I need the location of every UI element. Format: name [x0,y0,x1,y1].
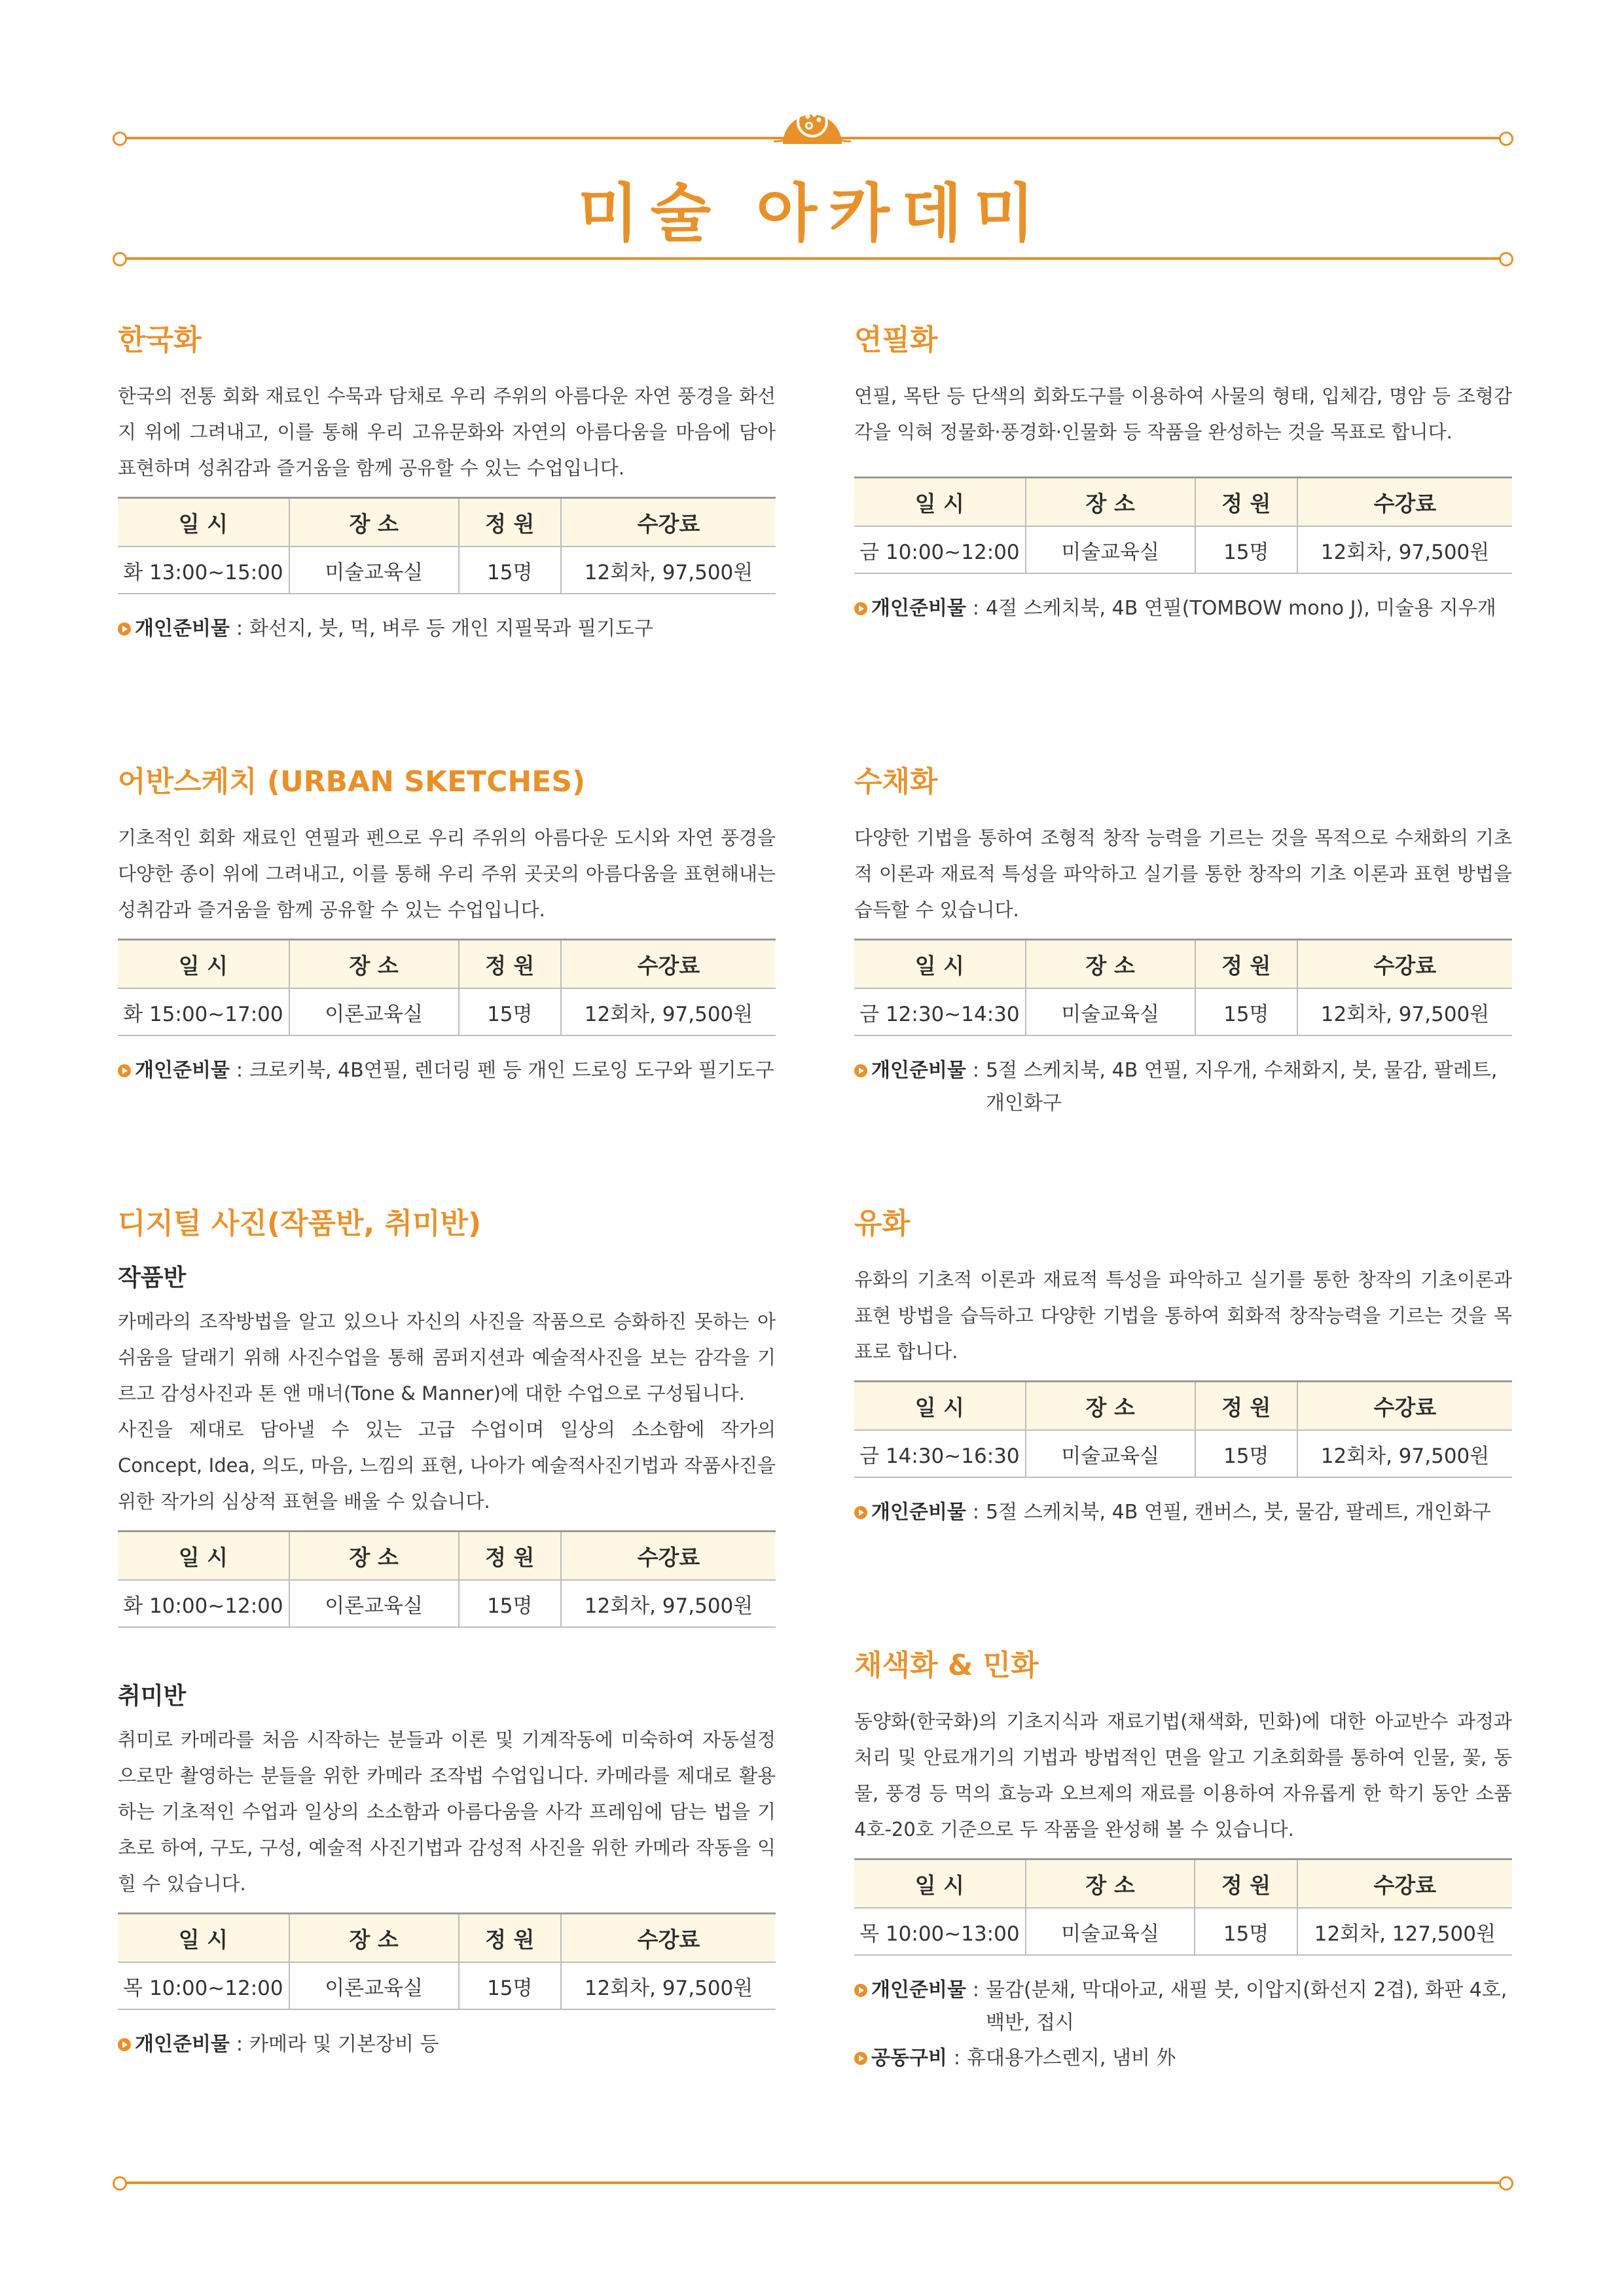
header-place: 장 소 [1026,478,1195,527]
header-place: 장 소 [289,940,459,989]
header-time: 일 시 [854,478,1026,527]
cell-place: 미술교육실 [289,547,459,594]
table-header-row [118,940,776,989]
shared-equipment-label: 공동구비 [871,2047,947,2070]
cell-place: 이론교육실 [289,988,459,1035]
header-fee: 수강료 [561,940,776,989]
supplies-value: 5절 스케치북, 4B 연필, 캔버스, 붓, 물감, 팔레트, 개인화구 [986,1501,1491,1524]
table-header-row [118,1914,776,1963]
cell-fee: 12회차, 97,500원 [1297,1430,1512,1477]
header-capacity: 정 원 [459,1532,561,1581]
cell-fee: 12회차, 97,500원 [561,547,776,594]
course-description: 동양화(한국화)의 기초지식과 재료기법(채색화, 민화)에 대한 아교반수 과정과 처리 및 안료개기의 기법과 방법적인 면을 알고 기초회화를 통하여 인물, 꽃, 동물, 풍경 등 먹의 효능과 오브제의 재료를 이용하여 자유롭게 한 학기 동안 소품 4호-20호 기준으로 두 작품을 완성해 볼 수 있습니다. [854,1710,1512,1840]
schedule-table [118,939,776,1036]
table-row [118,547,776,594]
table-row [118,1962,776,2009]
header-place: 장 소 [289,1914,459,1963]
course-title: 어반스케치 (URBAN SKETCHES) [118,765,586,798]
supplies-note: 개인준비물 : 4절 스케치북, 4B 연필(TOMBOW mono J), 미술용 지우개 [854,592,1512,625]
cell-capacity: 15명 [1195,988,1297,1035]
footer-right-dot [1499,2176,1513,2191]
cell-time: 목 10:00~13:00 [854,1908,1026,1955]
header-bottom-line [118,257,1506,260]
supplies-label: 개인준비물 [135,617,230,640]
subsection-title-hobby-class: 취미반 [118,1683,187,1710]
cell-fee: 12회차, 97,500원 [561,1962,776,2009]
table-row [118,988,776,1035]
header-fee: 수강료 [1297,1859,1512,1909]
footer-line [118,2181,1506,2184]
header-place: 장 소 [289,498,459,547]
bullet-icon [854,2052,867,2065]
supplies-note: 개인준비물 : 5절 스케치북, 4B 연필, 캔버스, 붓, 물감, 팔레트, 개인화구 [854,1496,1512,1529]
supplies-value: 화선지, 붓, 먹, 벼루 등 개인 지필묵과 필기도구 [249,617,654,640]
course-description-continued: 사진을 제대로 담아낼 수 있는 고급 수업이며 일상의 소소함에 작가의 Concept, Idea, 의도, 마음, 느낌의 표현, 나아가 예술적사진기법과 작품사진을 위한 작가의 심상적 표현을 배울 수 있습니다. [118,1418,776,1513]
header-time: 일 시 [854,1859,1026,1909]
schedule-table [118,497,776,594]
course-description: 한국의 전통 회화 재료인 수묵과 담채로 우리 주위의 아름다운 자연 풍경을 화선지 위에 그려내고, 이를 통해 우리 고유문화와 자연의 아름다움을 마음에 담아 표현하며 성취감과 즐거움을 함께 공유할 수 있는 수업입니다. [118,385,776,479]
header-time: 일 시 [118,940,289,989]
header-fee: 수강료 [1297,1382,1512,1431]
table-header-row [854,478,1512,527]
header-bottom-right-dot [1499,252,1513,266]
supplies-note: 개인준비물 : 크로키북, 4B연필, 렌더링 펜 등 개인 드로잉 도구와 필기도구 [118,1054,776,1087]
cell-fee: 12회차, 127,500원 [1297,1908,1512,1955]
bullet-icon [854,1506,867,1519]
course-description: 연필, 목탄 등 단색의 회화도구를 이용하여 사물의 형태, 입체감, 명암 등 조형감각을 익혀 정물화·풍경화·인물화 등 작품을 완성하는 것을 목표로 합니다. [854,385,1512,443]
supplies-note: 개인준비물 : 5절 스케치북, 4B 연필, 지우개, 수채화지, 붓, 물감, 팔레트, 개인화구 [854,1054,1512,1120]
bullet-icon [118,622,131,636]
supplies-label: 개인준비물 [135,2033,230,2056]
header-fee: 수강료 [561,498,776,547]
shared-equipment-value: 휴대용가스렌지, 냄비 外 [967,2047,1176,2070]
cell-capacity: 15명 [1195,526,1297,573]
bullet-icon [118,1064,131,1077]
supplies-label: 개인준비물 [871,597,966,620]
supplies-note: 개인준비물 : 물감(분채, 막대아교, 새필 붓, 이압지(화선지 2겹), 화판 4호, 백반, 접시 [854,1974,1512,2039]
course-description: 카메라의 조작방법을 알고 있으나 자신의 사진을 작품으로 승화하진 못하는 아쉬움을 달래기 위해 사진수업을 통해 콤퍼지션과 예술적사진을 보는 감각을 기르고 감성사진과 톤 앤 매너(Tone & Manner)에 대한 수업으로 구성됩니다. [118,1310,776,1405]
cell-time: 금 12:30~14:30 [854,988,1026,1035]
schedule-table [854,1858,1512,1956]
schedule-table [854,476,1512,574]
schedule-table [854,939,1512,1036]
supplies-note: 개인준비물 : 카메라 및 기본장비 등 [118,2028,776,2061]
header-place: 장 소 [1026,940,1195,989]
header-time: 일 시 [118,1914,289,1963]
cell-capacity: 15명 [459,1962,561,2009]
supplies-value: 4절 스케치북, 4B 연필(TOMBOW mono J), 미술용 지우개 [986,597,1496,620]
header-time: 일 시 [118,1532,289,1581]
supplies-label: 개인준비물 [871,1501,966,1524]
table-row [118,1580,776,1627]
schedule-table [854,1380,1512,1478]
cell-place: 이론교육실 [289,1580,459,1627]
header-place: 장 소 [1026,1382,1195,1431]
cell-time: 목 10:00~12:00 [118,1962,289,2009]
bullet-icon [854,602,867,615]
course-title: 수채화 [854,765,938,798]
course-title: 연필화 [854,323,938,357]
header-place: 장 소 [289,1532,459,1581]
course-description: 다양한 기법을 통하여 조형적 창작 능력을 기르는 것을 목적으로 수채화의 기초적 이론과 재료적 특성을 파악하고 실기를 통한 창작의 기초 이론과 표현 방법을 습득할 수 있습니다. [854,827,1512,921]
palette-icon [772,79,852,151]
cell-fee: 12회차, 97,500원 [561,1580,776,1627]
bullet-icon [854,1984,867,1997]
course-minhwa [854,1646,1512,2075]
table-header-row [118,1532,776,1581]
course-title: 유화 [854,1207,911,1240]
course-title: 디지털 사진(작품반, 취미반) [118,1207,482,1240]
cell-capacity: 15명 [1195,1908,1297,1955]
supplies-note: 개인준비물 : 화선지, 붓, 먹, 벼루 등 개인 지필묵과 필기도구 [118,613,776,645]
cell-capacity: 15명 [1195,1430,1297,1477]
schedule-table [118,1530,776,1628]
header-capacity: 정 원 [459,940,561,989]
supplies-value: 카메라 및 기본장비 등 [249,2033,439,2056]
cell-fee: 12회차, 97,500원 [561,988,776,1035]
course-description: 유화의 기초적 이론과 재료적 특성을 파악하고 실기를 통한 창작의 기초이론과 표현 방법을 습득하고 다양한 기법을 통하여 회화적 창작능력을 기르는 것을 목표로 합니다. [854,1268,1512,1363]
cell-capacity: 15명 [459,547,561,594]
schedule-table [118,1912,776,2010]
header-bottom-left-dot [113,252,127,266]
table-header-row [854,1382,1512,1431]
cell-place: 미술교육실 [1026,988,1195,1035]
supplies-value: 물감(분채, 막대아교, 새필 붓, 이압지(화선지 2겹), 화판 4호, 백반, 접시 [986,1979,1507,2034]
header-capacity: 정 원 [1195,940,1297,989]
header-capacity: 정 원 [459,498,561,547]
cell-place: 미술교육실 [1026,1908,1195,1955]
table-row [854,526,1512,573]
header-capacity: 정 원 [459,1914,561,1963]
course-watercolor [854,762,1512,1120]
supplies-label: 개인준비물 [871,1059,966,1082]
header-place: 장 소 [1026,1859,1195,1909]
course-title: 채색화 & 민화 [854,1649,1039,1682]
table-row [854,1908,1512,1955]
cell-capacity: 15명 [459,1580,561,1627]
cell-time: 화 10:00~12:00 [118,1580,289,1627]
supplies-value: 크로키북, 4B연필, 렌더링 펜 등 개인 드로잉 도구와 필기도구 [249,1059,774,1082]
header-capacity: 정 원 [1195,478,1297,527]
table-row [854,988,1512,1035]
table-row [854,1430,1512,1477]
bullet-icon [118,2038,131,2051]
page-title: 미술 아카데미 [577,177,1047,250]
course-description: 취미로 카메라를 처음 시작하는 분들과 이론 및 기계작동에 미숙하여 자동설정으로만 촬영하는 분들을 위한 카메라 조작법 수업입니다. 카메라를 제대로 활용하는 기초적인 수업과 일상의 소소함과 아름다움을 사각 프레임에 담는 법을 기초로 하여, 구도, 구성, 예술적 사진기법과 감성적 사진을 위한 카메라 작동을 익힐 수 있습니다. [118,1729,776,1895]
table-header-row [118,498,776,547]
cell-time: 화 15:00~17:00 [118,988,289,1035]
header-capacity: 정 원 [1195,1859,1297,1909]
course-oil-painting [854,1204,1512,1529]
cell-fee: 12회차, 97,500원 [1297,988,1512,1035]
course-digital-photo [118,1204,776,2061]
header-top-left-dot [113,132,127,146]
header-time: 일 시 [118,498,289,547]
supplies-value: 5절 스케치북, 4B 연필, 지우개, 수채화지, 붓, 물감, 팔레트, 개인화구 [986,1059,1498,1115]
header-fee: 수강료 [1297,940,1512,989]
course-description: 기초적인 회화 재료인 연필과 펜으로 우리 주위의 아름다운 도시와 자연 풍경을 다양한 종이 위에 그려내고, 이를 통해 우리 주위 곳곳의 아름다움을 표현해내는 성취감과 즐거움을 함께 공유할 수 있는 수업입니다. [118,827,776,921]
course-urban-sketch [118,762,776,1087]
cell-place: 이론교육실 [289,1962,459,2009]
course-korean-painting [118,321,776,645]
header-fee: 수강료 [561,1532,776,1581]
header-time: 일 시 [854,1382,1026,1431]
course-pencil-drawing [854,321,1512,625]
cell-place: 미술교육실 [1026,1430,1195,1477]
table-header-row [854,940,1512,989]
header-top-right-dot [1499,132,1513,146]
header-time: 일 시 [854,940,1026,989]
table-header-row [854,1859,1512,1909]
shared-equipment-note: 공동구비 : 휴대용가스렌지, 냄비 外 [854,2042,1512,2075]
footer-left-dot [113,2176,127,2191]
cell-place: 미술교육실 [1026,526,1195,573]
header-fee: 수강료 [1297,478,1512,527]
cell-capacity: 15명 [459,988,561,1035]
supplies-label: 개인준비물 [135,1059,230,1082]
supplies-label: 개인준비물 [871,1979,966,2001]
header-capacity: 정 원 [1195,1382,1297,1431]
course-title: 한국화 [118,323,202,357]
cell-time: 금 14:30~16:30 [854,1430,1026,1477]
bullet-icon [854,1064,867,1077]
cell-time: 금 10:00~12:00 [854,526,1026,573]
cell-time: 화 13:00~15:00 [118,547,289,594]
subsection-title-work-class: 작품반 [118,1265,187,1291]
cell-fee: 12회차, 97,500원 [1297,526,1512,573]
header-fee: 수강료 [561,1914,776,1963]
